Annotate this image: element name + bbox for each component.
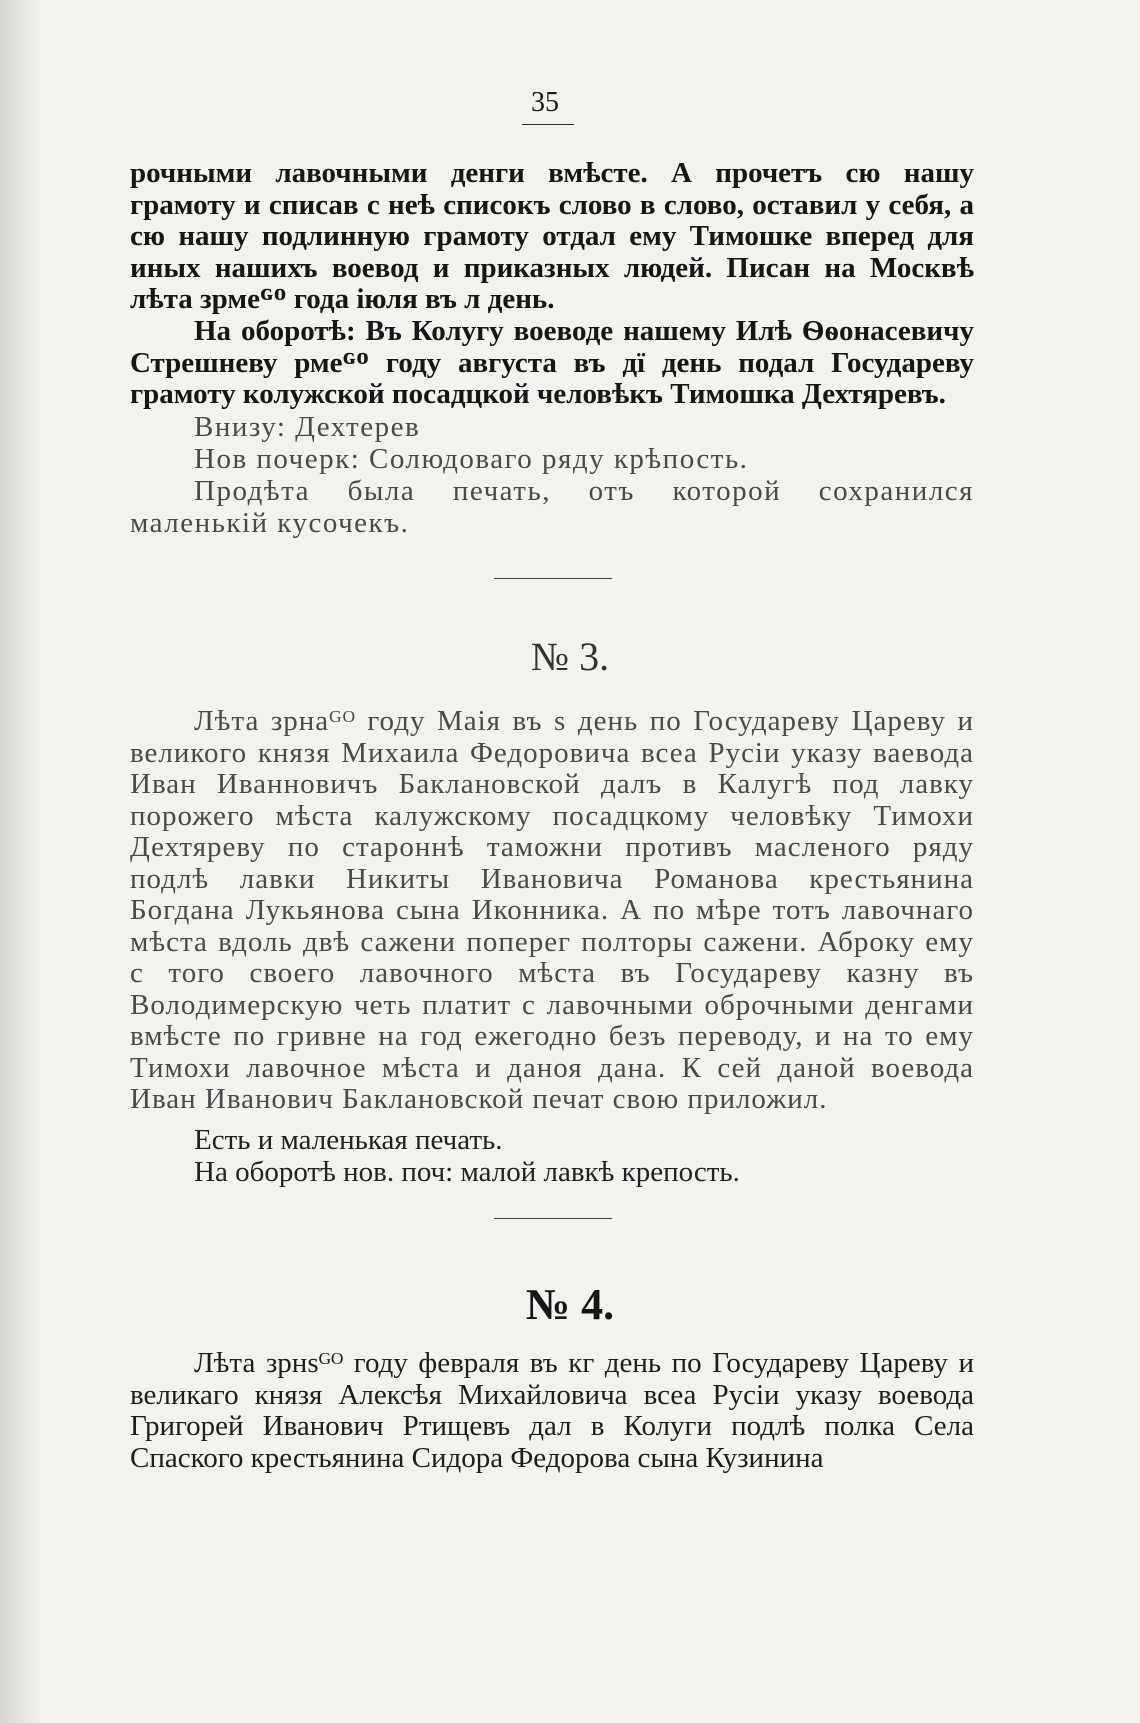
- page-number-underline: [522, 124, 574, 125]
- doc3-heading: № 3.: [530, 634, 610, 679]
- doc2-seal-note: Продѣта была печать, отъ которой сохранился маленькій кусочекъ.: [130, 475, 974, 539]
- doc3-text: Лѣта зрнаᴳᴼ году Маія въ ѕ день по Государеву Цареву и великого князя Михаила Федоровича всеа Русіи указу ваевода Иван Иванновичъ Баклановской далъ в Калугѣ под лавку порожего мѣста калужскому посадцкому человѣку Тимохи Дехтяреву по староннѣ таможни противъ масленого ряду подлѣ лавки Никиты Ивановича Романова крестьянина Богдана Лукьянова сына Иконника. А по мѣре тотъ лавочнаго мѣста вдоль двѣ сажени поперег полторы сажени. Аброку ему с того своего лавочного мѣста въ Государеву казну въ Володимерскую четь платит с лавочными оброчными денгами вмѣсте по гривне на год ежегодно безъ переводу, и на то ему Тимохи лавочное мѣста и даноя дана. К сей даной воевода Иван Иванович Баклановской печат свою приложил.: [130, 705, 974, 1115]
- page-edge-shadow: [0, 0, 40, 1723]
- doc2-verso: На оборотѣ: Въ Колугу воеводе нашему Илѣ Ѳѳонасевичу Стрешневу рмеᴳᴼ году августа въ дї день подал Государеву грамоту колужской посадцкой человѣкъ Тимошка Дехтяревъ.: [130, 315, 974, 410]
- doc2-bottom-note: Внизу: Дехтерев: [194, 411, 421, 443]
- doc4-heading: № 4.: [525, 1280, 615, 1329]
- doc4-text: Лѣта зрнѕᴳᴼ году февраля въ кг день по Государеву Цареву и великаго князя Алексѣя Михайловича всеа Русіи указу воевода Григорей Иванович Ртищевъ дал в Колуги подлѣ полка Села Спаского крестьянина Сидора Федорова сына Кузинина: [130, 1347, 974, 1474]
- doc2-text: рочными лавочными денги вмѣсте. А прочетъ сю нашу грамоту и списав с неѣ списокъ слово в слово, оставил у себя, а сю нашу подлинную грамоту отдал ему Тимошке вперед для иных нашихъ воевод и приказных людей. Писан на Москвѣ лѣта зрмеᴳᴼ года іюля въ л день.: [130, 157, 974, 315]
- doc3-verso: На оборотѣ нов. поч: малой лавкѣ крепость.: [194, 1156, 740, 1188]
- section-divider: [494, 578, 612, 579]
- doc3-seal-note: Есть и маленькая печать.: [194, 1124, 503, 1156]
- page-number: 35: [531, 87, 559, 118]
- section-divider-2: [494, 1218, 612, 1219]
- doc2-new-hand-note: Нов почерк: Солюдоваго ряду крѣпость.: [194, 443, 749, 475]
